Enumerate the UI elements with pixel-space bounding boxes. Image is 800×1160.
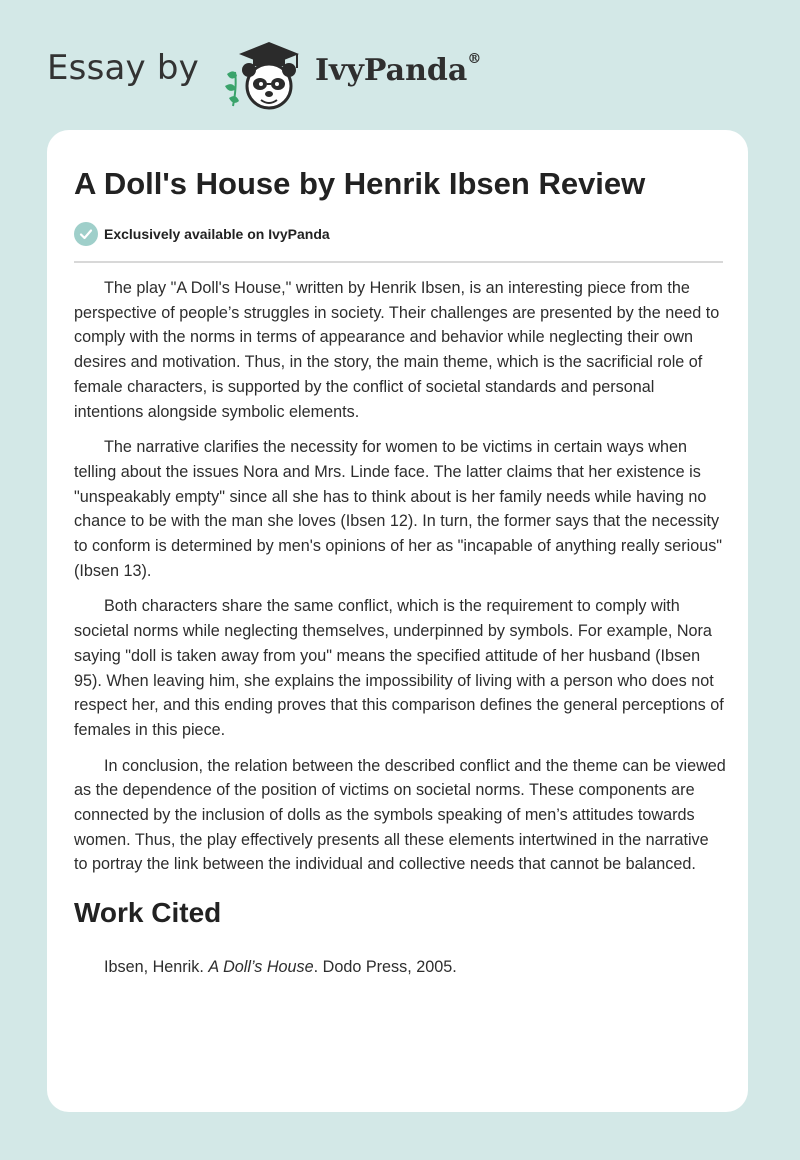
- article-body: [74, 276, 726, 979]
- citation: [74, 955, 726, 979]
- paragraph: The narrative clarifies the necessity for women to be victims in certain ways when telling about the issues Nora and Mrs. Linde face. The latter claims that her existence is "unspeakably empty" since all she has to think about is her family needs while having no chance to be with the man she loves (Ibsen 12). In turn, the former says that the necessity to conform is determined by men's opinions of her as "incapable of anything really serious" (Ibsen 13).: [74, 438, 723, 580]
- exclusive-badge: [74, 222, 330, 246]
- article-card: [47, 130, 748, 1112]
- divider: [74, 261, 723, 263]
- brand-name[interactable]: IvyPanda®: [314, 50, 482, 88]
- citation-author: Ibsen, Henrik.: [104, 958, 209, 977]
- paragraph: Both characters share the same conflict, which is the requirement to comply with societal norms while neglecting themselves, underpinned by symbols. For example, Nora saying "doll is taken away from you" means the specified attitude of her husband (Ibsen 95). When leaving him, she explains the impossibility of living with a person who does not respect her, and this ending proves that this comparison defines the general perceptions of females in this piece.: [74, 597, 724, 739]
- site-header: [47, 34, 481, 114]
- ivypanda-logo-icon[interactable]: [217, 34, 309, 114]
- citation-title: A Doll’s House: [208, 958, 314, 977]
- essay-by-label: Essay by: [47, 48, 199, 88]
- check-icon: [74, 222, 98, 246]
- citation-rest: . Dodo Press, 2005.: [313, 958, 457, 977]
- exclusive-label: Exclusively available on IvyPanda: [104, 226, 330, 242]
- works-cited-heading: Work Cited: [74, 897, 222, 929]
- paragraph: The play "A Doll's House," written by Henrik Ibsen, is an interesting piece from the perspective of people’s struggles in society. Their challenges are presented by the need to comply with the norms in terms of appearance and behavior while neglecting their own desires and motivation. Thus, in the story, the main theme, which is the sacrificial role of female characters, is supported by the conflict of societal standards and personal intentions alongside symbolic elements.: [74, 279, 720, 421]
- page-title: A Doll's House by Henrik Ibsen Review: [74, 166, 646, 201]
- paragraph: In conclusion, the relation between the described conflict and the theme can be viewed as the dependence of the position of victims on societal norms. These components are connected by the inclusion of dolls as the symbols speaking of men’s attitudes towards women. Thus, the play effectively presents all these elements intertwined in the narrative to portray the link between the individual and collective needs that cannot be balanced.: [74, 756, 726, 874]
